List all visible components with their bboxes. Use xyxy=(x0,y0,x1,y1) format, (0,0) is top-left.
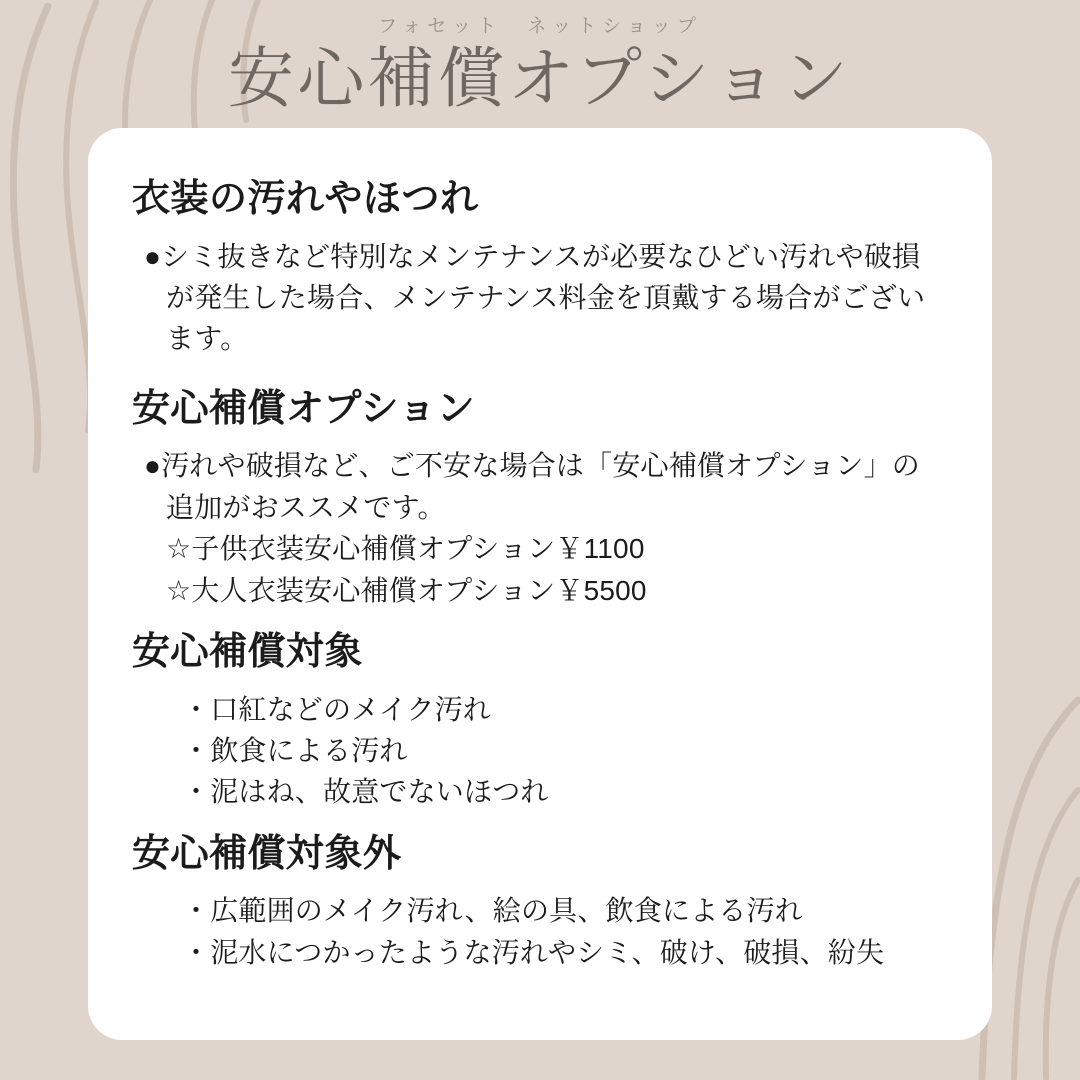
list-item: ・泥水につかったような汚れやシミ、破け、破損、紛失 xyxy=(182,936,885,968)
section-not-covered-items xyxy=(132,831,948,973)
section-heading: 衣装の汚れやほつれ xyxy=(132,178,479,220)
section-covered-items xyxy=(132,629,948,813)
section-line: ●汚れや破損など、ご不安な場合は「安心補償オプション」の追加がおススメです。 xyxy=(144,450,920,523)
list-item: ・広範囲のメイク汚れ、絵の具、飲食による汚れ xyxy=(182,895,803,927)
list-item: ・口紅などのメイク汚れ xyxy=(182,693,492,725)
section-insurance-option xyxy=(132,386,948,611)
shop-eyebrow: フォセット ネットショップ xyxy=(378,16,702,37)
list-item: ・泥はね、故意でないほつれ xyxy=(182,776,549,808)
section-heading: 安心補償対象 xyxy=(132,631,364,674)
section-heading: 安心補償オプション xyxy=(132,387,476,430)
section-line: ●シミ抜きなど特別なメンテナンスが必要なひどい汚れや破損が発生した場合、メンテナンス料金を頂戴する場合がございます。 xyxy=(144,240,926,355)
page-title: 安心補償オプション xyxy=(227,40,853,115)
list-item: ・飲食による汚れ xyxy=(182,735,408,766)
section-line-price-child: ☆子供衣装安心補償オプション￥1100 xyxy=(166,533,645,565)
section-heading: 安心補償対象外 xyxy=(132,832,402,875)
page-header xyxy=(0,0,1080,117)
section-line-price-adult: ☆大人衣装安心補償オプション￥5500 xyxy=(166,574,647,606)
content-card xyxy=(88,128,992,1040)
section-stains-and-fraying xyxy=(132,176,948,360)
